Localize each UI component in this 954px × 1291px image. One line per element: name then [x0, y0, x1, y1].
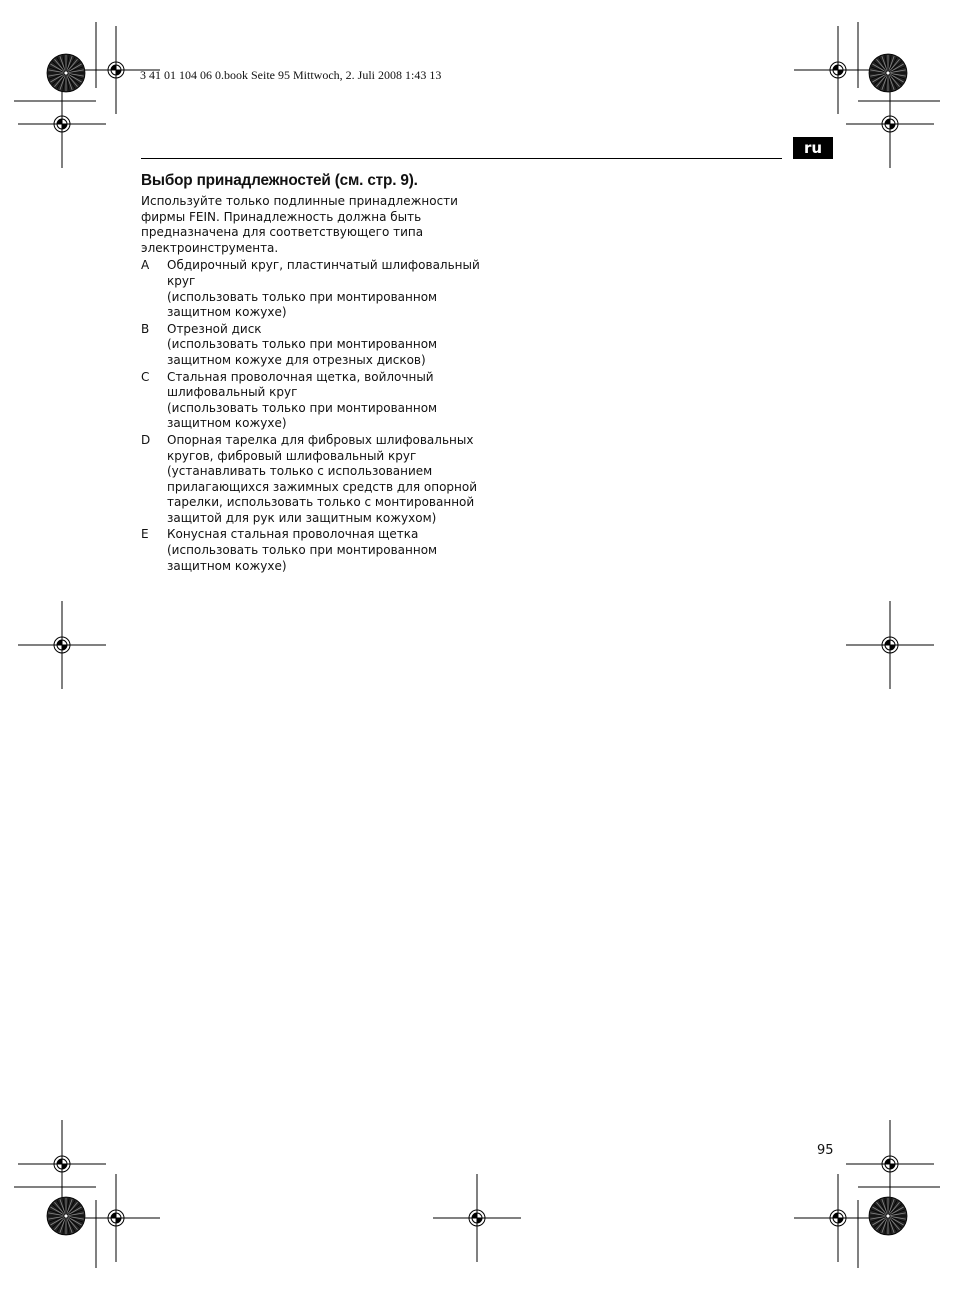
item-line: шлифовальный круг [167, 385, 298, 400]
page-number: 95 [817, 1143, 834, 1158]
item-line: Опорная тарелка для фибровых шлифовальных [167, 432, 474, 447]
print-header: 3 41 01 104 06 0.book Seite 95 Mittwoch, 2. Juli 2008 1:43 13 [140, 68, 442, 82]
item-letter: B [141, 321, 150, 336]
section-title: Выбор принадлежностей (см. стр. 9). [141, 172, 418, 189]
item-line: защитном кожухе) [167, 558, 287, 573]
item-line: (использовать только при монтированном [167, 289, 438, 304]
list-item [141, 527, 481, 574]
intro-paragraph [141, 194, 461, 256]
list-item [141, 433, 481, 527]
crosshair-mark [18, 80, 106, 168]
item-line: тарелки, использовать только с монтированной [167, 495, 475, 510]
item-line: защитном кожухе) [167, 416, 287, 431]
item-line: круг [167, 273, 196, 288]
item-letter: C [141, 369, 150, 384]
crosshair-mark [433, 1174, 521, 1262]
starburst-target [47, 54, 85, 92]
accessory-section [141, 172, 481, 575]
item-line: (использовать только при монтированном [167, 543, 438, 558]
item-line: защитном кожухе для отрезных дисков) [167, 352, 426, 367]
crosshair-mark [846, 80, 934, 168]
item-line: защитой для рук или защитным кожухом) [167, 510, 437, 525]
header-rule [141, 158, 782, 159]
crosshair-mark [18, 601, 106, 689]
intro-line: Используйте только подлинные принадлежности [141, 194, 458, 208]
item-line: (использовать только при монтированном [167, 337, 438, 352]
accessory-list [141, 258, 481, 574]
intro-line: электроинструмента. [141, 240, 279, 255]
item-line: Обдирочный круг, пластинчатый шлифовальный [167, 258, 480, 273]
item-line: прилагающихся зажимных средств для опорной [167, 479, 478, 494]
language-badge: ru [793, 137, 833, 159]
starburst-target [869, 54, 907, 92]
starburst-target [869, 1197, 907, 1235]
item-letter: D [141, 432, 151, 447]
item-line: Отрезной диск [167, 321, 262, 336]
item-line: Стальная проволочная щетка, войлочный [167, 369, 434, 384]
item-line: Конусная стальная проволочная щетка [167, 527, 419, 542]
item-line: (устанавливать только с использованием [167, 464, 433, 479]
list-item [141, 322, 481, 369]
intro-line: предназначена для соответствующего типа [141, 225, 424, 240]
crosshair-mark [846, 601, 934, 689]
item-line: кругов, фибровый шлифовальный круг [167, 448, 417, 463]
intro-line: фирмы FEIN. Принадлежность должна быть [141, 209, 422, 224]
item-line: защитном кожухе) [167, 305, 287, 320]
list-item [141, 258, 481, 320]
item-line: (использовать только при монтированном [167, 400, 438, 415]
item-letter: A [141, 258, 150, 273]
list-item [141, 370, 481, 432]
starburst-target [47, 1197, 85, 1235]
crosshair-mark [18, 1120, 106, 1208]
crosshair-mark [846, 1120, 934, 1208]
item-letter: E [141, 527, 149, 542]
